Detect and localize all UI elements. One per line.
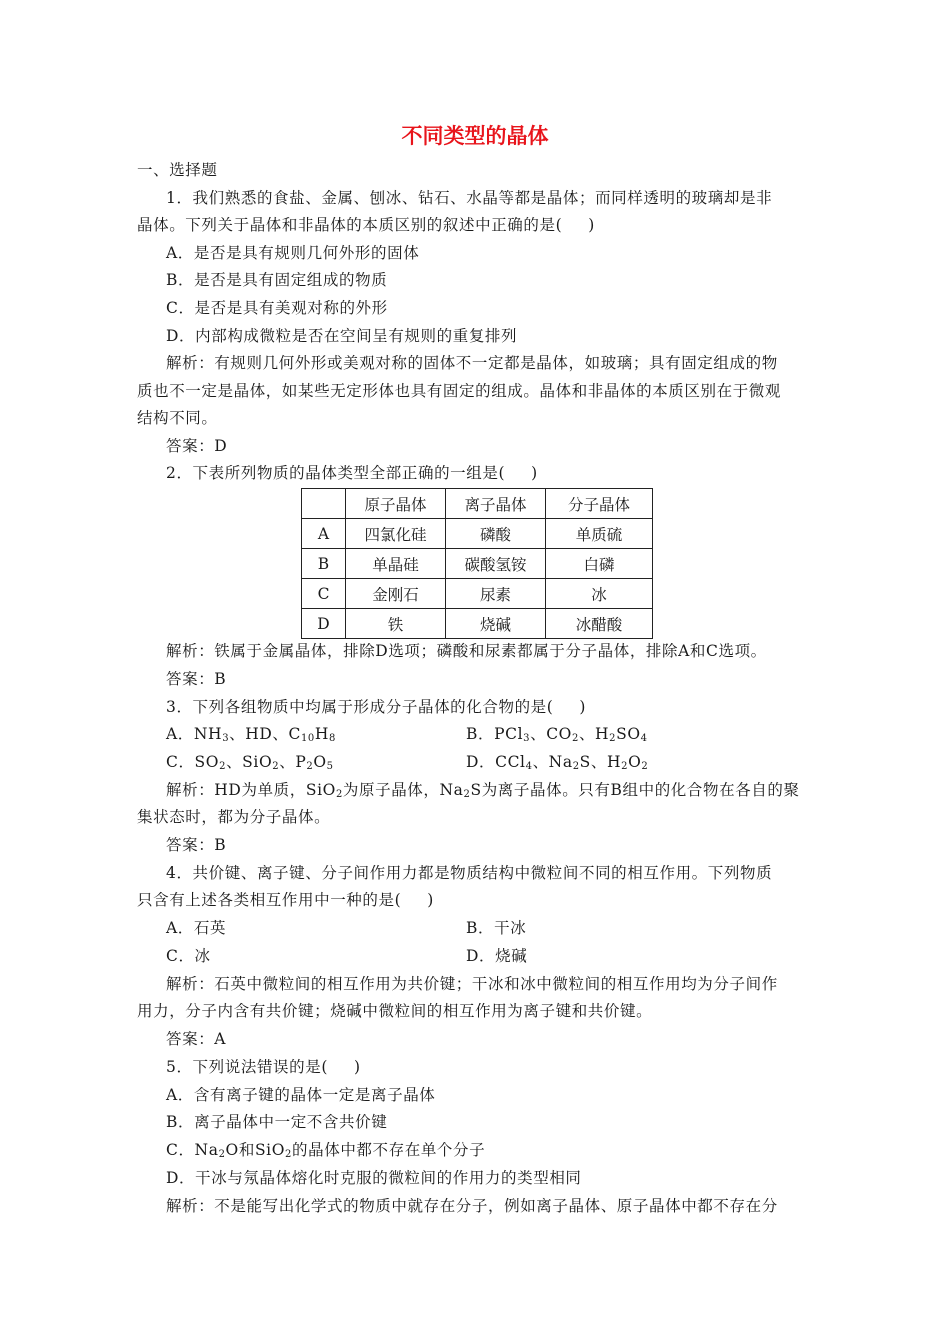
table-cell: 冰 [546, 579, 653, 609]
q5-option-a: A．含有离子键的晶体一定是离子晶体 [166, 1086, 436, 1104]
q5-option-d: D．干冰与氖晶体熔化时克服的微粒间的作用力的类型相同 [166, 1169, 582, 1187]
q4-explanation-line1: 解析：石英中微粒间的相互作用为共价键；干冰和冰中微粒间的相互作用均为分子间作 [166, 975, 778, 993]
q2-explanation: 解析：铁属于金属晶体，排除D选项；磷酸和尿素都属于分子晶体，排除A和C选项。 [166, 642, 767, 660]
q1-option-d: D．内部构成微粒是否在空间呈有规则的重复排列 [166, 327, 518, 345]
table-cell: B [302, 549, 346, 579]
table-cell: 冰醋酸 [546, 609, 653, 639]
q4-explanation-line2: 用力，分子内含有共价键；烧碱中微粒间的相互作用为离子键和共价键。 [137, 1002, 653, 1020]
page-title: 不同类型的晶体 [401, 124, 549, 148]
table-cell: 金刚石 [346, 579, 446, 609]
table-header-cell [302, 489, 346, 519]
table-header-row [302, 489, 653, 519]
q4-option-b: B．干冰 [466, 919, 527, 937]
q5-explanation-line1: 解析：不是能写出化学式的物质中就存在分子，例如离子晶体、原子晶体中都不存在分 [166, 1197, 778, 1215]
q1-option-c: C．是否是具有美观对称的外形 [166, 299, 388, 317]
crystal-type-table [301, 488, 653, 639]
table-cell: 白磷 [546, 549, 653, 579]
table-row [302, 549, 653, 579]
table-cell: 尿素 [446, 579, 546, 609]
table-cell: 单晶硅 [346, 549, 446, 579]
q1-explanation-line1: 解析：有规则几何外形或美观对称的固体不一定都是晶体，如玻璃；具有固定组成的物 [166, 354, 778, 372]
q2-answer: 答案：B [166, 670, 227, 688]
table-header-cell: 分子晶体 [546, 489, 653, 519]
q4-option-d: D．烧碱 [466, 947, 528, 965]
q3-option-b: B．PCl$_3$、$CO_2$、$H_2SO_4$ [466, 725, 648, 744]
q1-option-b: B．是否是具有固定组成的物质 [166, 271, 388, 289]
q1-option-a: A．是否是具有规则几何外形的固体 [166, 244, 420, 262]
q3-stem: 3．下列各组物质中均属于形成分子晶体的化合物的是( ) [166, 698, 587, 716]
q3-option-d: D．CCl$_4$、$Na_2S$、$H_2O_2$ [466, 753, 649, 772]
q1-answer: 答案：D [166, 437, 228, 455]
q4-answer: 答案：A [166, 1030, 227, 1048]
table-cell: D [302, 609, 346, 639]
q2-stem: 2．下表所列物质的晶体类型全部正确的一组是( ) [166, 464, 538, 482]
table-header-cell: 离子晶体 [446, 489, 546, 519]
table-header-cell: 原子晶体 [346, 489, 446, 519]
section-heading: 一、选择题 [137, 161, 218, 179]
table-cell: 磷酸 [446, 519, 546, 549]
table-row [302, 579, 653, 609]
q5-option-c: C．$Na_2O$和SiO$_2$的晶体中都不存在单个分子 [166, 1141, 486, 1160]
q3-option-c: C．$SO_2$、SiO$_2$、$P_2O_5$ [166, 753, 334, 772]
q1-stem-line2: 晶体。下列关于晶体和非晶体的本质区别的叙述中正确的是( ) [137, 216, 595, 234]
table-row [302, 609, 653, 639]
table-cell: 碳酸氢铵 [446, 549, 546, 579]
q1-stem-line1: 1．我们熟悉的食盐、金属、刨冰、钻石、水晶等都是晶体；而同样透明的玻璃却是非 [166, 189, 773, 207]
table-cell: 单质硫 [546, 519, 653, 549]
q3-explanation-line1: 解析：HD为单质，SiO$_2$为原子晶体，$Na_2S$为离子晶体。只有B组中的化合物在各自的聚 [166, 781, 800, 800]
table-cell: C [302, 579, 346, 609]
table-row [302, 519, 653, 549]
q4-option-a: A．石英 [166, 919, 227, 937]
q1-explanation-line3: 结构不同。 [137, 409, 218, 427]
table-cell: 烧碱 [446, 609, 546, 639]
q3-explanation-line2: 集状态时，都为分子晶体。 [137, 808, 331, 826]
q4-stem-line2: 只含有上述各类相互作用中一种的是( ) [137, 891, 434, 909]
table-cell: A [302, 519, 346, 549]
q4-option-c: C．冰 [166, 947, 211, 965]
q4-stem-line1: 4．共价键、离子键、分子间作用力都是物质结构中微粒间不同的相互作用。下列物质 [166, 864, 773, 882]
q3-answer: 答案：B [166, 836, 227, 854]
q5-stem: 5．下列说法错误的是( ) [166, 1058, 361, 1076]
q5-option-b: B．离子晶体中一定不含共价键 [166, 1113, 388, 1131]
q3-option-a: A．$NH_3$、HD、$C_{10}H_8$ [166, 725, 336, 744]
table-cell: 铁 [346, 609, 446, 639]
table-cell: 四氯化硅 [346, 519, 446, 549]
q1-explanation-line2: 质也不一定是晶体，如某些无定形体也具有固定的组成。晶体和非晶体的本质区别在于微观 [137, 382, 782, 400]
